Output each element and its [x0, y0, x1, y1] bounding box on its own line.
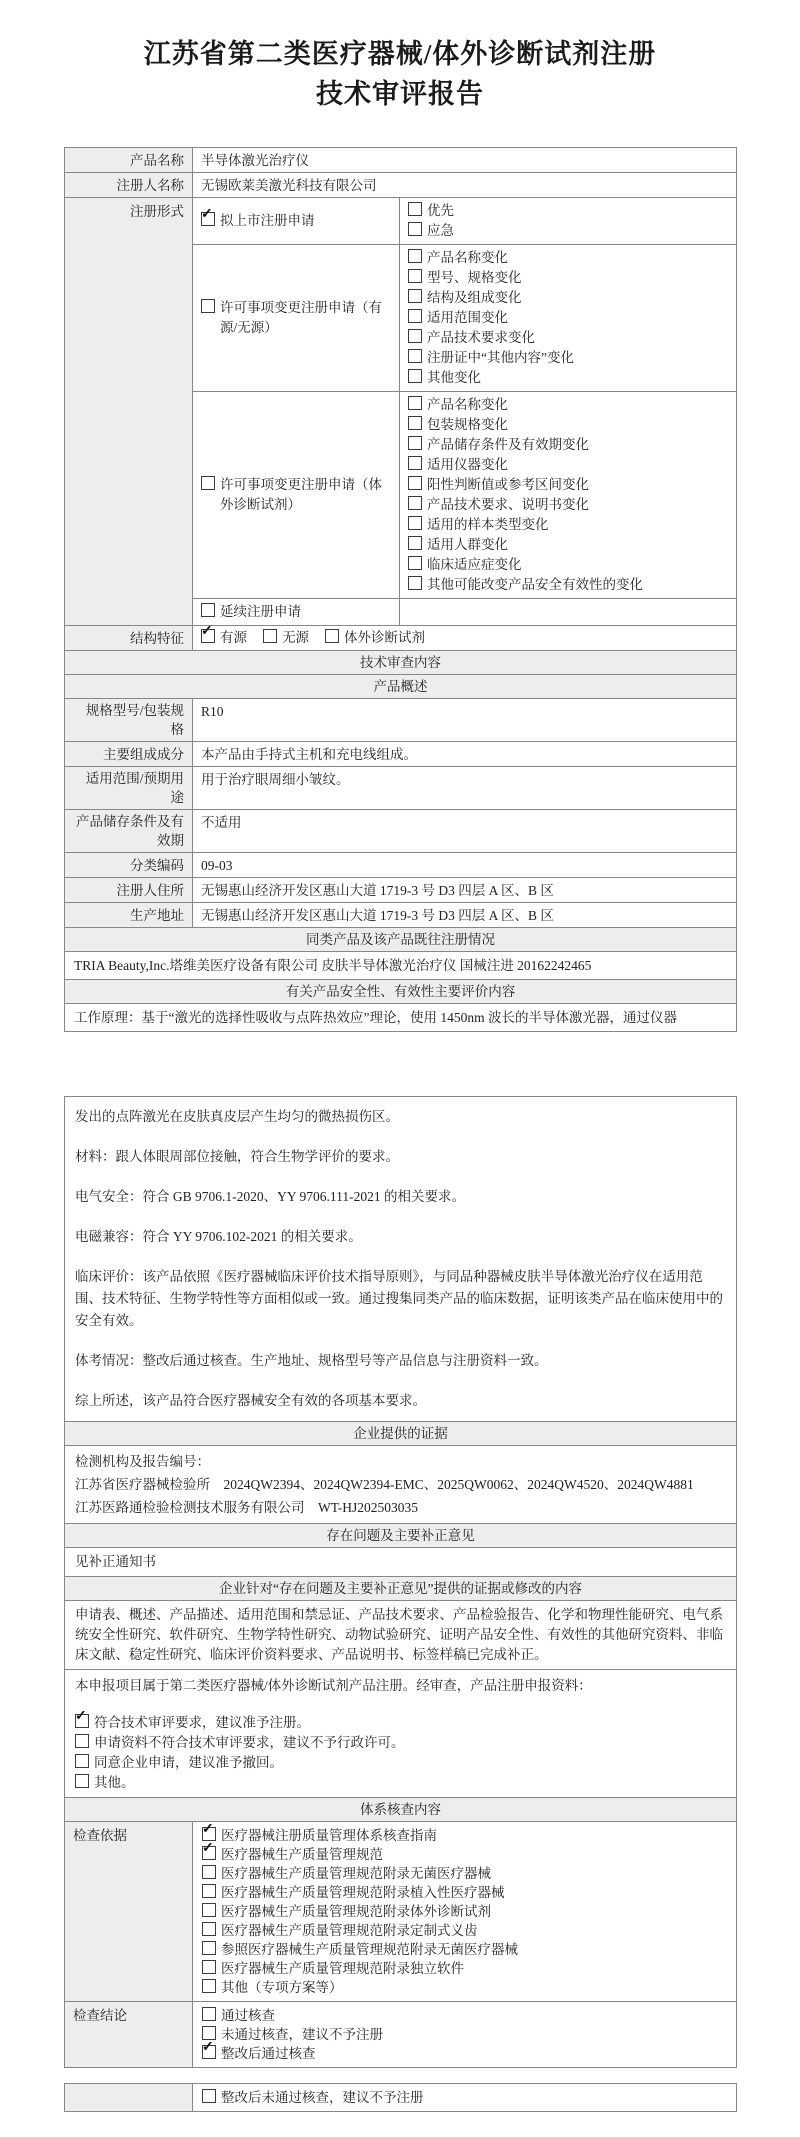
checkbox-item — [263, 628, 309, 648]
section-header: 同类产品及该产品既往注册情况 — [65, 927, 736, 951]
checkbox-unchecked-icon[interactable] — [408, 349, 422, 363]
row-value: 用于治疗眼周细小皱纹。 — [201, 772, 350, 787]
section-header: 有关产品安全性、有效性主要评价内容 — [65, 979, 736, 1003]
paragraph: 电气安全：符合 GB 9706.1-2020、YY 9706.111-2021 的相关要求。 — [75, 1189, 465, 1204]
checkbox-unchecked-icon[interactable] — [325, 629, 339, 643]
checkbox-label: 同意企业申请，建议准予撤回。 — [94, 1755, 283, 1770]
checkbox-unchecked-icon[interactable] — [202, 2026, 216, 2040]
paragraph: 电磁兼容：符合 YY 9706.102-2021 的相关要求。 — [75, 1229, 362, 1244]
row-label: 注册人住所 — [65, 878, 193, 902]
checkbox-unchecked-icon[interactable] — [408, 369, 422, 383]
review-decision-cell — [65, 1669, 736, 1797]
checkbox-unchecked-icon[interactable] — [408, 289, 422, 303]
table-row — [65, 197, 736, 625]
checkbox-unchecked-icon[interactable] — [408, 516, 422, 530]
checkbox-unchecked-icon[interactable] — [75, 1734, 89, 1748]
checkbox-label: 其他。 — [94, 1775, 135, 1790]
checkbox-label: 临床适应症变化 — [427, 557, 522, 572]
checkbox-unchecked-icon[interactable] — [201, 476, 215, 490]
change-options-cell — [400, 392, 736, 598]
table-row — [65, 741, 736, 766]
checkbox-checked-icon[interactable] — [202, 1827, 216, 1841]
checkbox-label: 其他（专项方案等） — [221, 1980, 343, 1995]
paragraph: 综上所述，该产品符合医疗器械安全有效的各项基本要求。 — [75, 1393, 426, 1408]
checkbox-item — [202, 1978, 727, 1997]
checkbox-label: 未通过核查，建议不予注册 — [221, 2027, 383, 2042]
row-label — [65, 2084, 193, 2111]
checkbox-unchecked-icon[interactable] — [408, 556, 422, 570]
row-value: 半导体激光治疗仪 — [201, 153, 309, 168]
table-row — [65, 1821, 736, 2001]
checkbox-item — [408, 268, 728, 288]
change-options-cell — [400, 245, 736, 391]
checkbox-label: 拟上市注册申请 — [220, 213, 315, 228]
checkbox-label: 无源 — [282, 630, 309, 645]
checkbox-label: 延续注册申请 — [220, 604, 301, 619]
checkbox-unchecked-icon[interactable] — [202, 1865, 216, 1879]
full-width-row: TRIA Beauty,Inc.塔维美医疗设备有限公司 皮肤半导体激光治疗仪 国械注进 20162242465 — [65, 951, 736, 979]
checkbox-label: 申请资料不符合技术审评要求，建议不予行政许可。 — [94, 1735, 405, 1750]
checkbox-item — [408, 495, 728, 515]
row-label: 分类编码 — [65, 853, 193, 877]
checkbox-label: 产品技术要求、说明书变化 — [427, 497, 589, 512]
checkbox-label: 许可事项变更注册申请（体外诊断试剂） — [220, 477, 382, 512]
section-header: 技术审查内容 — [65, 650, 736, 674]
checkbox-unchecked-icon[interactable] — [201, 299, 215, 313]
paragraph: 临床评价：该产品依照《医疗器械临床评价技术指导原则》，与同品种器械皮肤半导体激光治疗仪在适用范围、技术特征、生物学特性等方面相似或一致。通过搜集同类产品的临床数据，证明该类产品在临床使用中的安全有效。 — [75, 1269, 723, 1328]
checkbox-unchecked-icon[interactable] — [75, 1774, 89, 1788]
checkbox-unchecked-icon[interactable] — [408, 329, 422, 343]
row-value: R10 — [201, 704, 224, 719]
checkbox-item — [408, 575, 728, 595]
table-row — [65, 148, 736, 172]
change-options-cell — [400, 599, 736, 625]
checkbox-label: 通过核查 — [221, 2008, 275, 2023]
checkbox-item — [408, 435, 728, 455]
checkbox-item — [325, 628, 425, 648]
checkbox-item — [202, 1883, 727, 1902]
checkbox-label: 应急 — [427, 223, 454, 238]
checkbox-unchecked-icon[interactable] — [263, 629, 277, 643]
checkbox-unchecked-icon[interactable] — [408, 436, 422, 450]
checkbox-label: 阳性判断值或参考区间变化 — [427, 477, 589, 492]
paragraph: 材料：跟人体眼周部位接触，符合生物学评价的要求。 — [75, 1149, 399, 1164]
checkbox-label: 产品名称变化 — [427, 397, 508, 412]
row-label: 规格型号/包装规格 — [65, 699, 193, 741]
table-row — [65, 625, 736, 650]
checkbox-label: 产品名称变化 — [427, 250, 508, 265]
checkbox-item — [202, 1826, 727, 1845]
checkbox-label: 许可事项变更注册申请（有源/无源） — [220, 300, 382, 335]
row-label: 产品储存条件及有效期 — [65, 810, 193, 852]
review-content-table — [64, 1096, 737, 2068]
checkbox-item — [75, 1753, 726, 1773]
checkbox-unchecked-icon[interactable] — [408, 416, 422, 430]
checkbox-item — [202, 2044, 727, 2063]
checkbox-label: 适用的样本类型变化 — [427, 517, 549, 532]
checkbox-label: 产品储存条件及有效期变化 — [427, 437, 589, 452]
section-header: 企业针对“存在问题及主要补正意见”提供的证据或修改的内容 — [65, 1576, 736, 1600]
checkbox-checked-icon[interactable] — [202, 1846, 216, 1860]
row-value — [193, 2002, 736, 2067]
row-value: 09-03 — [201, 858, 233, 873]
checkbox-item — [75, 1713, 726, 1733]
application-type-cell — [193, 392, 400, 598]
checkbox-item — [202, 1864, 727, 1883]
application-type-cell — [193, 599, 400, 625]
checkbox-unchecked-icon[interactable] — [202, 1941, 216, 1955]
checkbox-item — [202, 1845, 727, 1864]
checkbox-item — [202, 1959, 727, 1978]
row-label: 检查依据 — [65, 1822, 193, 2001]
checkbox-item — [408, 348, 728, 368]
checkbox-unchecked-icon[interactable] — [408, 476, 422, 490]
report-title — [0, 34, 800, 114]
table-row — [65, 2001, 736, 2067]
checkbox-label: 医疗器械生产质量管理规范附录植入性医疗器械 — [221, 1885, 505, 1900]
report-title-line1: 江苏省第二类医疗器械/体外诊断试剂注册 — [143, 39, 657, 69]
checkbox-item — [408, 368, 728, 388]
checkbox-item — [408, 415, 728, 435]
checkbox-item — [75, 1773, 726, 1793]
table-row — [65, 766, 736, 809]
checkbox-checked-icon[interactable] — [201, 629, 215, 643]
checkbox-unchecked-icon[interactable] — [408, 536, 422, 550]
registration-info-table — [64, 147, 737, 1032]
table-row — [65, 698, 736, 741]
table-row — [193, 198, 736, 244]
checkbox-label: 医疗器械生产质量管理规范附录无菌医疗器械 — [221, 1866, 491, 1881]
checkbox-item — [408, 395, 728, 415]
checkbox-label: 包装规格变化 — [427, 417, 508, 432]
checkbox-label: 适用范围变化 — [427, 310, 508, 325]
checkbox-item — [201, 475, 391, 515]
change-options-cell — [400, 198, 736, 244]
checkbox-item — [201, 628, 247, 648]
checkbox-item — [408, 308, 728, 328]
row-value — [193, 1822, 736, 2001]
checkbox-item — [408, 515, 728, 535]
row-label: 生产地址 — [65, 903, 193, 927]
text-line: 江苏医路通检验检测技术服务有限公司 WT-HJ202503035 — [75, 1500, 418, 1515]
report-title-line2: 技术审评报告 — [316, 79, 484, 109]
checkbox-item — [202, 1940, 727, 1959]
checkbox-label: 优先 — [427, 203, 454, 218]
checkbox-label: 适用仪器变化 — [427, 457, 508, 472]
checkbox-unchecked-icon[interactable] — [408, 456, 422, 470]
row-value: 不适用 — [201, 815, 242, 830]
checkbox-unchecked-icon[interactable] — [408, 309, 422, 323]
row-label: 主要组成成分 — [65, 742, 193, 766]
row-label: 注册形式 — [65, 198, 193, 625]
registration-form-group — [193, 198, 736, 625]
checkbox-item — [408, 328, 728, 348]
paragraph: 发出的点阵激光在皮肤真皮层产生均匀的微热损伤区。 — [75, 1109, 399, 1124]
checkbox-unchecked-icon[interactable] — [408, 202, 422, 216]
checkbox-unchecked-icon[interactable] — [202, 1922, 216, 1936]
table-row — [193, 391, 736, 598]
paragraph: 体考情况：整改后通过核查。生产地址、规格型号等产品信息与注册资料一致。 — [75, 1353, 548, 1368]
row-value: 无锡惠山经济开发区惠山大道 1719-3 号 D3 四层 A 区、B 区 — [201, 908, 554, 923]
row-value: 无锡欧莱美激光科技有限公司 — [201, 178, 377, 193]
system-check-continuation-table — [64, 2083, 737, 2112]
checkbox-unchecked-icon[interactable] — [202, 2089, 216, 2103]
checkbox-item — [202, 1921, 727, 1940]
checkbox-item — [202, 2006, 727, 2025]
row-label: 结构特征 — [65, 626, 193, 650]
row-value: 本产品由手持式主机和充电线组成。 — [201, 747, 417, 762]
table-row — [65, 877, 736, 902]
section-header: 产品概述 — [65, 674, 736, 698]
checkbox-label: 其他变化 — [427, 370, 481, 385]
checkbox-label: 型号、规格变化 — [427, 270, 522, 285]
checkbox-item — [201, 602, 301, 622]
checkbox-label: 医疗器械生产质量管理规范附录体外诊断试剂 — [221, 1904, 491, 1919]
decision-intro: 本申报项目属于第二类医疗器械/体外诊断试剂产品注册。经审查，产品注册申报资料： — [75, 1678, 592, 1693]
row-value: 无锡惠山经济开发区惠山大道 1719-3 号 D3 四层 A 区、B 区 — [201, 883, 554, 898]
application-type-cell — [193, 198, 400, 244]
checkbox-label: 医疗器械生产质量管理规范附录定制式义齿 — [221, 1923, 478, 1938]
row-value — [193, 626, 736, 650]
table-row — [65, 2084, 736, 2111]
checkbox-checked-icon[interactable] — [202, 2045, 216, 2059]
section-header: 企业提供的证据 — [65, 1421, 736, 1445]
checkbox-item — [201, 298, 391, 338]
text-cell: 申请表、概述、产品描述、适用范围和禁忌证、产品技术要求、产品检验报告、化学和物理性能研究、电气系统安全性研究、软件研究、生物学特性研究、动物试验研究、证明产品安全性、有效性的其他研究资料、非临床文献、稳定性研究、临床评价资料要求、产品说明书、标签样稿已完成补正。 — [65, 1600, 736, 1669]
table-row — [65, 902, 736, 927]
checkbox-label: 适用人群变化 — [427, 537, 508, 552]
table-row — [65, 809, 736, 852]
table-row — [193, 244, 736, 391]
checkbox-unchecked-icon[interactable] — [202, 1960, 216, 1974]
checkbox-unchecked-icon[interactable] — [201, 603, 215, 617]
checkbox-item — [408, 288, 728, 308]
evaluation-paragraphs — [65, 1097, 736, 1421]
checkbox-unchecked-icon[interactable] — [75, 1754, 89, 1768]
checkbox-item — [408, 555, 728, 575]
checkbox-label: 产品技术要求变化 — [427, 330, 535, 345]
row-label: 检查结论 — [65, 2002, 193, 2067]
section-header: 存在问题及主要补正意见 — [65, 1523, 736, 1547]
checkbox-item — [408, 535, 728, 555]
checkbox-label: 医疗器械注册质量管理体系核查指南 — [221, 1828, 437, 1843]
checkbox-item — [202, 2088, 727, 2107]
row-label: 适用范围/预期用途 — [65, 767, 193, 809]
checkbox-unchecked-icon[interactable] — [408, 396, 422, 410]
table-row — [193, 598, 736, 625]
checkbox-label: 参照医疗器械生产质量管理规范附录无菌医疗器械 — [221, 1942, 518, 1957]
checkbox-label: 结构及组成变化 — [427, 290, 522, 305]
blank-line — [75, 1697, 726, 1713]
checkbox-label: 医疗器械生产质量管理规范 — [221, 1847, 383, 1862]
checkbox-checked-icon[interactable] — [201, 212, 215, 226]
table-row — [65, 172, 736, 197]
checkbox-unchecked-icon[interactable] — [202, 1884, 216, 1898]
checkbox-item — [408, 475, 728, 495]
checkbox-item — [408, 221, 728, 241]
test-report-cell — [65, 1445, 736, 1523]
checkbox-label: 有源 — [220, 630, 247, 645]
checkbox-unchecked-icon[interactable] — [408, 269, 422, 283]
text-line: 江苏省医疗器械检验所 2024QW2394、2024QW2394-EMC、2025QW0062、2024QW4520、2024QW4881 — [75, 1477, 694, 1492]
checkbox-unchecked-icon[interactable] — [408, 249, 422, 263]
checkbox-unchecked-icon[interactable] — [408, 496, 422, 510]
checkbox-label: 医疗器械生产质量管理规范附录独立软件 — [221, 1961, 464, 1976]
checkbox-item — [408, 201, 728, 221]
checkbox-item — [202, 1902, 727, 1921]
checkbox-label: 整改后未通过核查，建议不予注册 — [221, 2090, 424, 2105]
checkbox-unchecked-icon[interactable] — [408, 576, 422, 590]
checkbox-item — [408, 248, 728, 268]
checkbox-item — [201, 211, 315, 231]
checkbox-unchecked-icon[interactable] — [202, 2007, 216, 2021]
checkbox-label: 符合技术审评要求，建议准予注册。 — [94, 1715, 310, 1730]
checkbox-unchecked-icon[interactable] — [202, 1979, 216, 1993]
checkbox-item — [75, 1733, 726, 1753]
checkbox-label: 注册证中“其他内容”变化 — [427, 350, 574, 365]
application-type-cell — [193, 245, 400, 391]
checkbox-unchecked-icon[interactable] — [202, 1903, 216, 1917]
text-line: 检测机构及报告编号： — [75, 1454, 210, 1469]
table-row — [65, 852, 736, 877]
text-cell: 见补正通知书 — [65, 1547, 736, 1576]
full-width-row: 工作原理：基于“激光的选择性吸收与点阵热效应”理论，使用 1450nm 波长的半导体激光器，通过仪器 — [65, 1003, 736, 1031]
checkbox-label: 其他可能改变产品安全有效性的变化 — [427, 577, 643, 592]
row-label: 产品名称 — [65, 148, 193, 172]
checkbox-item — [408, 455, 728, 475]
checkbox-unchecked-icon[interactable] — [408, 222, 422, 236]
checkbox-label: 体外诊断试剂 — [344, 630, 425, 645]
section-header: 体系核查内容 — [65, 1797, 736, 1821]
row-value — [193, 2084, 736, 2111]
row-label: 注册人名称 — [65, 173, 193, 197]
checkbox-checked-icon[interactable] — [75, 1714, 89, 1728]
checkbox-item — [202, 2025, 727, 2044]
checkbox-label: 整改后通过核查 — [221, 2046, 316, 2061]
